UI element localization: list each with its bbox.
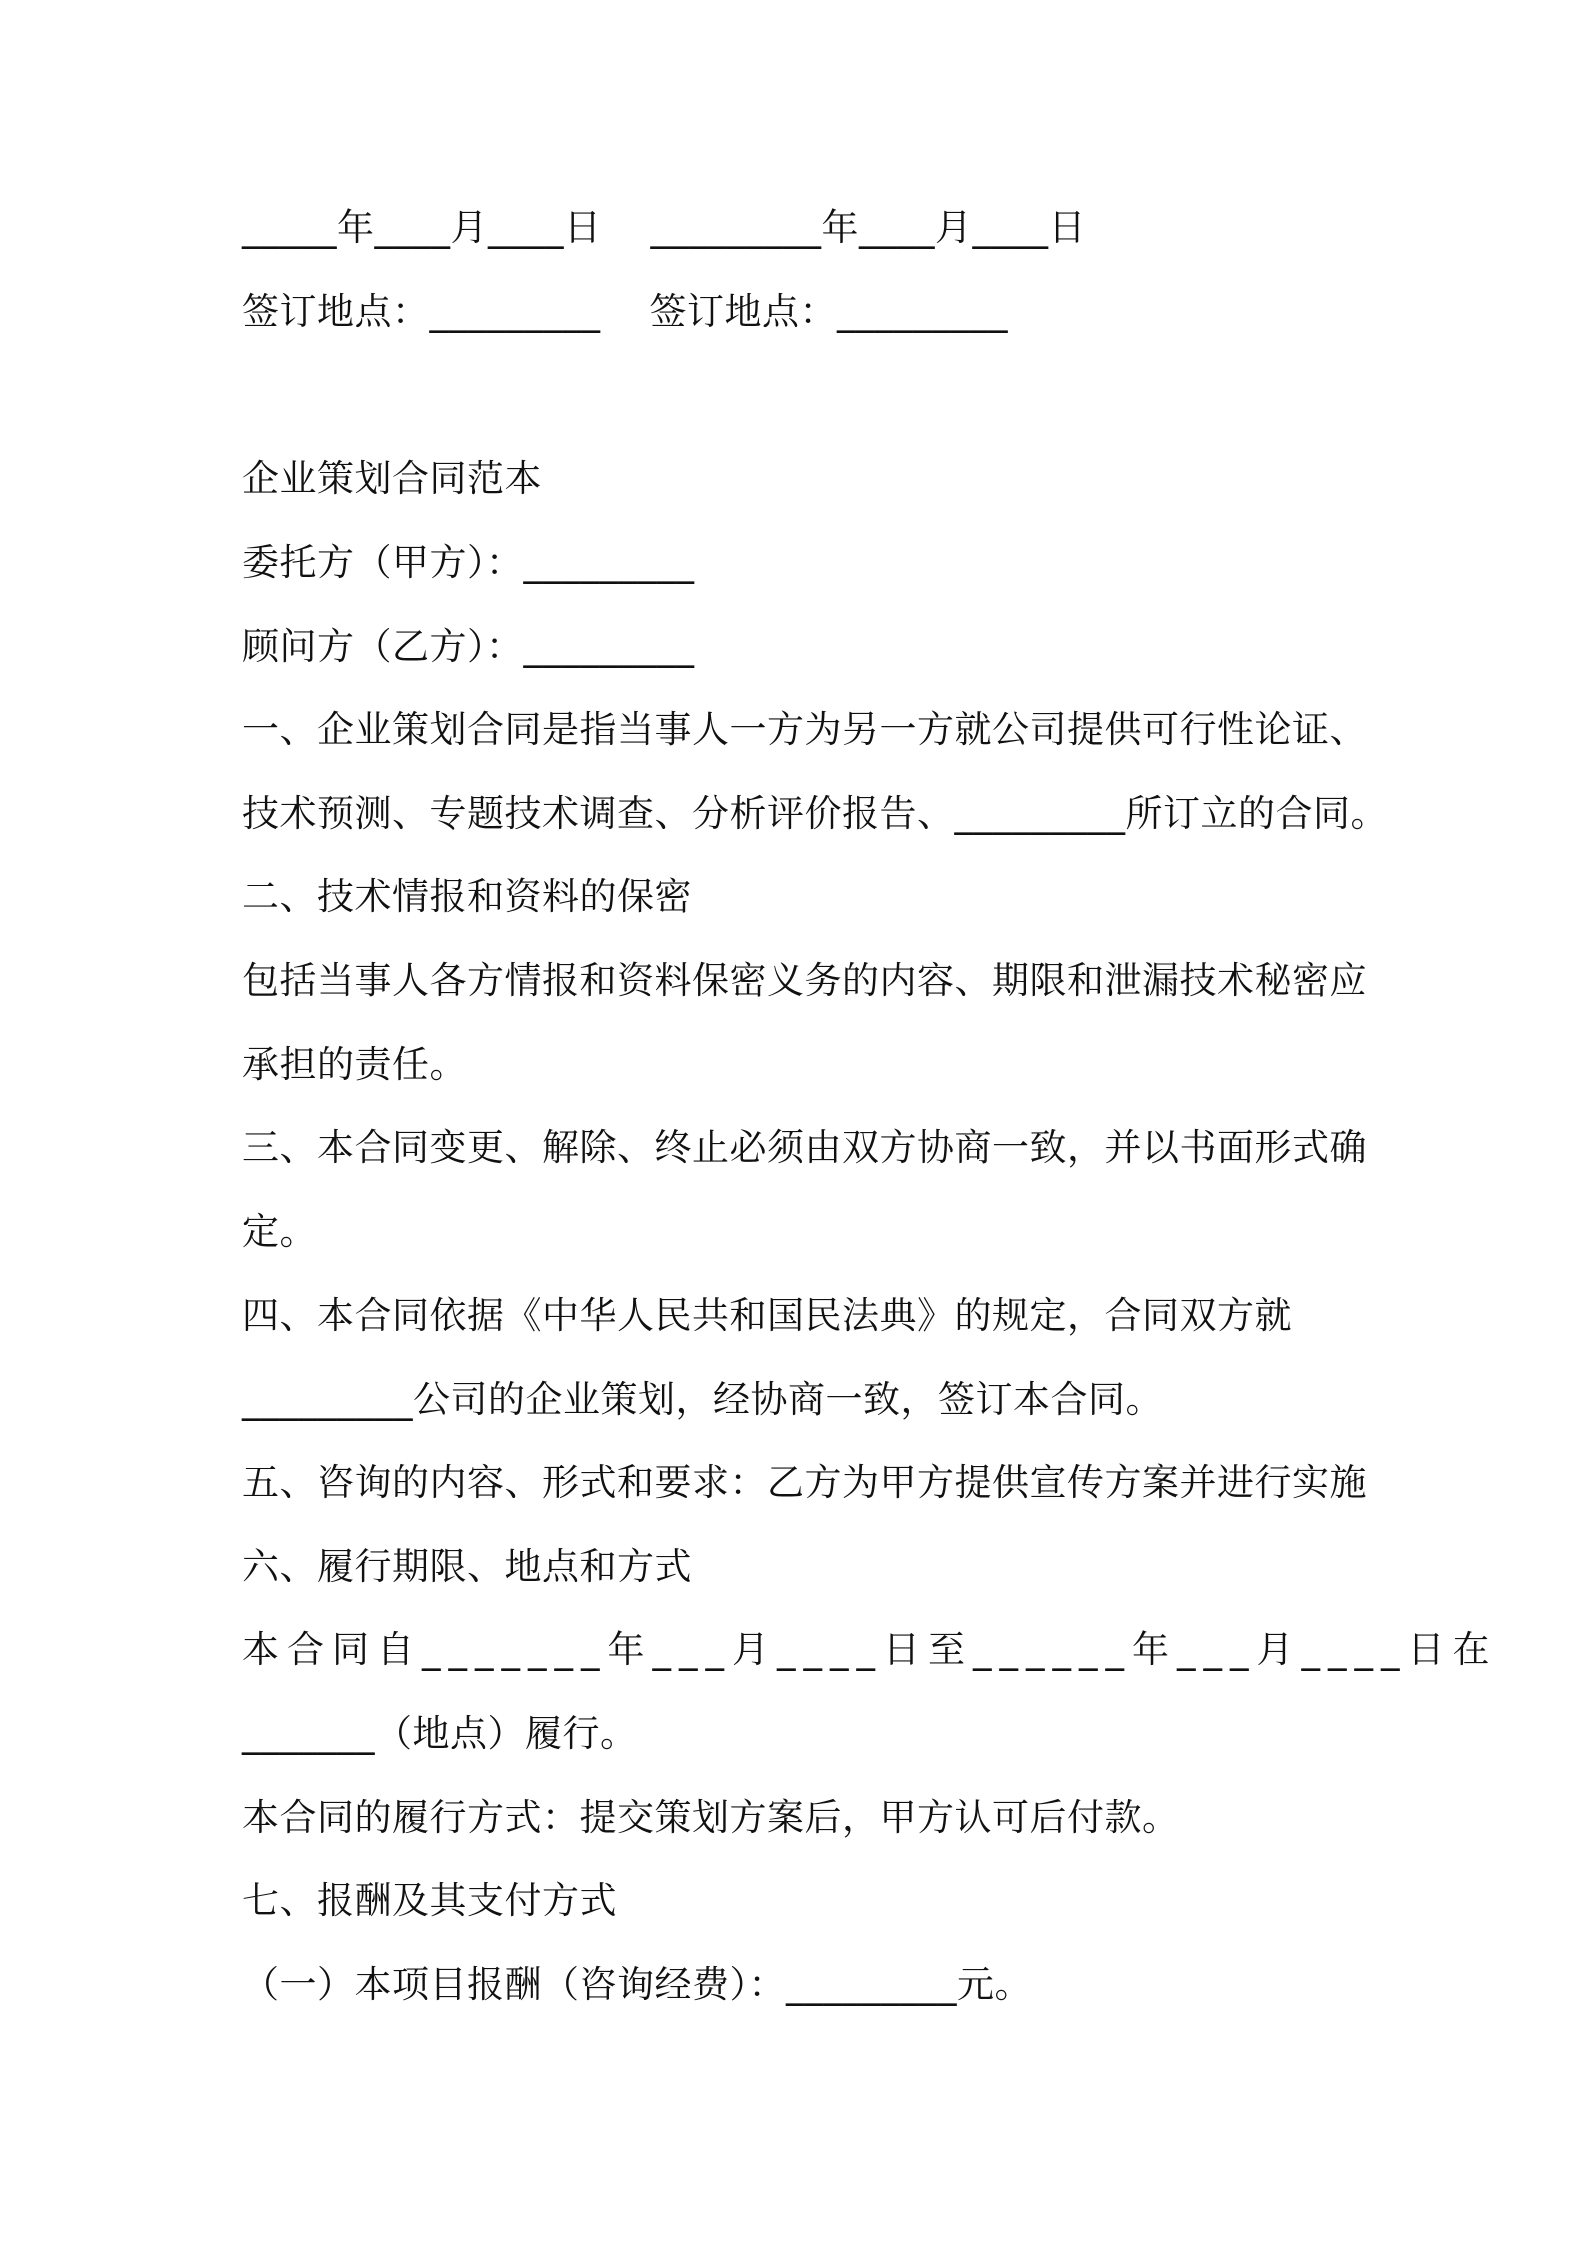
- clause-7-item-1: （一）本项目报酬（咨询经费）：_________元。: [242, 1963, 1032, 2006]
- clause-6-heading: 六、履行期限、地点和方式: [242, 1545, 692, 1588]
- clause-5: 五、咨询的内容、形式和要求：乙方为甲方提供宣传方案并进行实施: [242, 1461, 1367, 1504]
- clause-2-line-1: 包括当事人各方情报和资料保密义务的内容、期限和泄漏技术秘密应: [242, 959, 1367, 1002]
- party-a-line: 委托方（甲方）：_________: [242, 541, 695, 584]
- clause-6-line-2: _______（地点）履行。: [242, 1712, 638, 1755]
- party-b-line: 顾问方（乙方）：_________: [242, 625, 695, 668]
- clause-3-line-2: 定。: [242, 1210, 317, 1253]
- clause-4-line-2: _________公司的企业策划，经协商一致，签订本合同。: [242, 1378, 1163, 1421]
- document-title: 企业策划合同范本: [242, 457, 542, 500]
- clause-1-line-1: 一、企业策划合同是指当事人一方为另一方就公司提供可行性论证、: [242, 708, 1367, 751]
- signature-date-line: _____年____月____日 _________年____月____日: [242, 206, 1087, 249]
- signature-place-line: 签订地点：_________ 签订地点：_________: [242, 290, 1009, 333]
- clause-6-line-1: 本合同自_______年___月____日至______年___月____日在: [242, 1628, 1498, 1671]
- clause-4-line-1: 四、本合同依据《中华人民共和国民法典》的规定，合同双方就: [242, 1294, 1292, 1337]
- clause-2-heading: 二、技术情报和资料的保密: [242, 875, 692, 918]
- clause-7-heading: 七、报酬及其支付方式: [242, 1879, 617, 1922]
- clause-6-method: 本合同的履行方式：提交策划方案后，甲方认可后付款。: [242, 1796, 1180, 1839]
- clause-2-line-2: 承担的责任。: [242, 1043, 467, 1086]
- clause-1-line-2: 技术预测、专题技术调查、分析评价报告、_________所订立的合同。: [242, 792, 1388, 835]
- clause-3-line-1: 三、本合同变更、解除、终止必须由双方协商一致，并以书面形式确: [242, 1126, 1367, 1169]
